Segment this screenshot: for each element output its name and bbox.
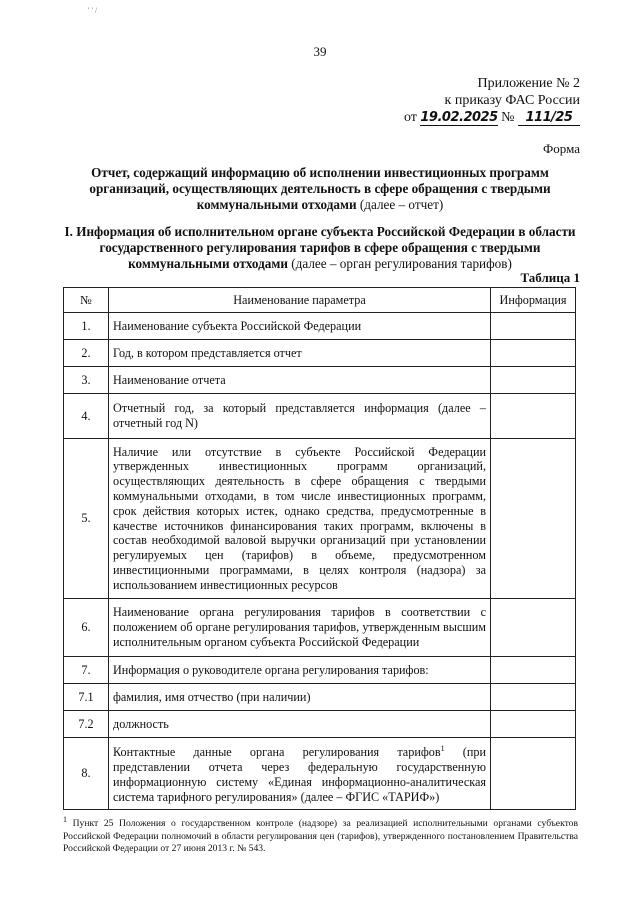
row-info (491, 738, 576, 810)
footnote-separator (63, 809, 213, 810)
table-row (64, 367, 576, 394)
row-num: 5. (64, 439, 109, 599)
header-info: Информация (491, 288, 576, 313)
handwritten-date: 19.02.2025 (420, 110, 498, 125)
row-info (491, 367, 576, 394)
appendix-header (390, 75, 580, 126)
appendix-line-1: Приложение № 2 (477, 76, 580, 91)
table-row (64, 738, 576, 810)
row-num: 2. (64, 340, 109, 367)
table-row (64, 340, 576, 367)
row-param: Год, в котором представляется отчет (109, 340, 491, 367)
row-param: Наличие или отсутствие в субъекте Российской Федерации утвержденных инвестиционных программ организаций, осуществляющих деятельность в сфере обращения с твердыми коммунальными отходами, в том числе инвестиционных программ, срок действия которых истек, однако средства, предусмотренные в качестве источников финансирования таких программ, включены в состав необходимой валовой выручки организаций при установлении регулируемых цен (тарифов) в объеме, предусмотренном инвестиционными программами, в целях контроля (надзора) за использованием инвестиционных ресурсов (109, 439, 491, 599)
row-info (491, 711, 576, 738)
footnote-ref: 1 (440, 744, 445, 754)
appendix-line-3 (390, 109, 580, 126)
row-num: 6. (64, 599, 109, 657)
table-row (64, 313, 576, 340)
table-row (64, 657, 576, 684)
row-num: 7.2 (64, 711, 109, 738)
table-row (64, 439, 576, 599)
section-title-bold: I. Информация об исполнительном органе субъекта Российской Федерации в области государственного регулирования тарифов в сфере обращения с твердыми коммунальными отходами (64, 224, 576, 271)
row-num: 7.1 (64, 684, 109, 711)
header-num: № (64, 288, 109, 313)
footnote (63, 814, 578, 856)
row-param: Информация о руководителе органа регулирования тарифов: (109, 657, 491, 684)
scan-mark: ' ' / (88, 6, 98, 15)
row-info (491, 684, 576, 711)
report-title-plain: (далее – отчет) (359, 197, 444, 212)
report-title (60, 165, 580, 213)
row-param: Отчетный год, за который представляется информация (далее – отчетный год N) (109, 394, 491, 439)
row-param: должность (109, 711, 491, 738)
row-num: 3. (64, 367, 109, 394)
row-param: Наименование органа регулирования тарифов в соответствии с положением об органе регулирования тарифов, утвержденным высшим исполнительным органом субъекта Российской Федерации (109, 599, 491, 657)
row-info (491, 313, 576, 340)
footnote-mark: 1 (63, 815, 67, 824)
table-row (64, 599, 576, 657)
row-info (491, 599, 576, 657)
form-label: Форма (543, 141, 580, 156)
row-param (109, 738, 491, 810)
header-param: Наименование параметра (109, 288, 491, 313)
row-info (491, 439, 576, 599)
number-label: № (501, 110, 515, 125)
row-param-end: (при представлении отчета через федеральную государственную информационную систему «Единая информационно-аналитическая система тарифного регулирования» (далее – ФГИС «ТАРИФ») (113, 745, 486, 804)
table-row (64, 711, 576, 738)
handwritten-number: 111/25 (518, 111, 580, 126)
section-title (60, 224, 580, 272)
row-param: Наименование субъекта Российской Федерации (109, 313, 491, 340)
appendix-line-2: к приказу ФАС России (444, 93, 580, 108)
table-row (64, 394, 576, 439)
row-param: Наименование отчета (109, 367, 491, 394)
row-num: 4. (64, 394, 109, 439)
row-num: 1. (64, 313, 109, 340)
info-table (63, 287, 576, 810)
from-label: от (403, 110, 417, 125)
row-info (491, 340, 576, 367)
row-num: 8. (64, 738, 109, 810)
table-label: Таблица 1 (520, 270, 580, 285)
row-info (491, 394, 576, 439)
row-param-start: Контактные данные органа регулирования тарифов (113, 745, 441, 760)
table-row (64, 684, 576, 711)
table-header-row (64, 288, 576, 313)
page-number: 39 (313, 44, 327, 59)
report-title-bold: Отчет, содержащий информацию об исполнении инвестиционных программ организаций, осуществляющих деятельность в сфере обращения с твердыми коммунальными отходами (89, 165, 551, 212)
footnote-text: Пункт 25 Положения о государственном контроле (надзоре) за реализацией исполнительными органами субъектов Российской Федерации полномочий в области регулирования цен (тарифов), утвержденного постановлением Правительства Российской Федерации от 27 июня 2013 г. № 543. (63, 818, 578, 855)
row-num: 7. (64, 657, 109, 684)
row-info (491, 657, 576, 684)
row-param: фамилия, имя отчество (при наличии) (109, 684, 491, 711)
section-title-plain: (далее – орган регулирования тарифов) (291, 256, 512, 271)
